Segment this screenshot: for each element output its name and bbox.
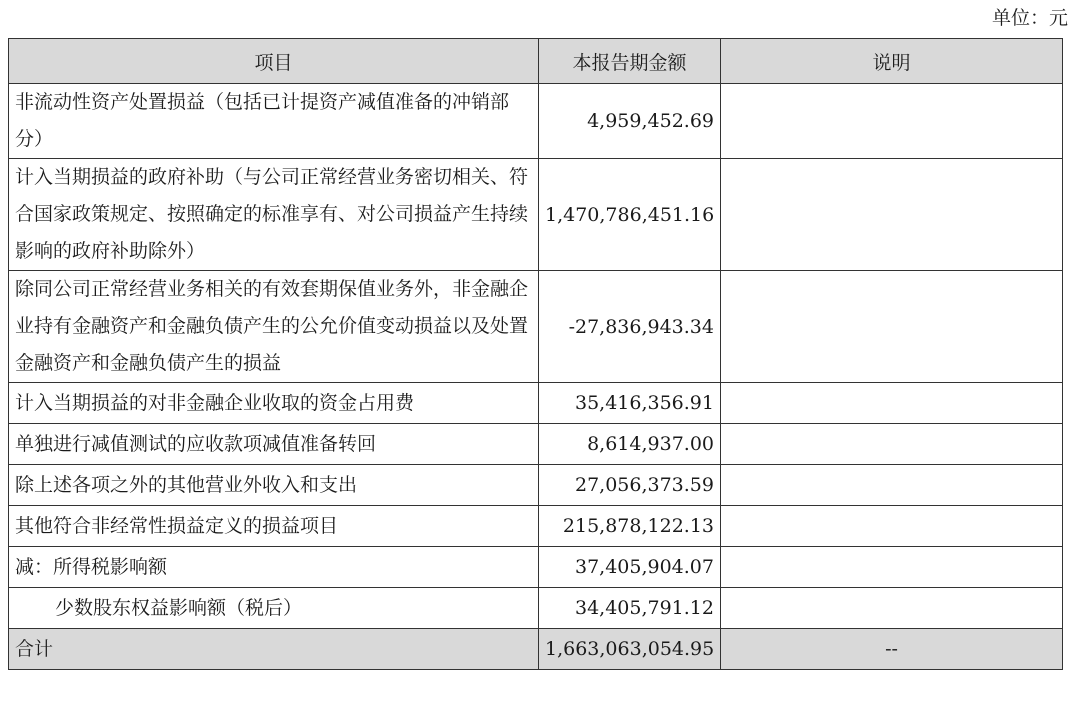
row-amount: -27,836,943.34 <box>539 271 721 383</box>
row-note <box>721 588 1063 629</box>
row-amount: 1,470,786,451.16 <box>539 159 721 271</box>
row-amount: 37,405,904.07 <box>539 547 721 588</box>
row-note <box>721 506 1063 547</box>
row-item-label: 除同公司正常经营业务相关的有效套期保值业务外，非金融企业持有金融资产和金融负债产生的公允价值变动损益以及处置金融资产和金融负债产生的损益 <box>9 271 539 383</box>
unit-label: 单位：元 <box>991 7 1068 29</box>
row-note <box>721 465 1063 506</box>
table-row <box>9 547 1063 588</box>
table-header-row <box>9 39 1063 84</box>
table-row <box>9 588 1063 629</box>
row-amount: 35,416,356.91 <box>539 383 721 424</box>
row-amount: 8,614,937.00 <box>539 424 721 465</box>
total-label: 合计 <box>9 629 539 670</box>
table-row <box>9 271 1063 383</box>
total-note: -- <box>721 629 1063 670</box>
header-note: 说明 <box>721 39 1063 84</box>
header-item: 项目 <box>9 39 539 84</box>
row-item-label: 计入当期损益的政府补助（与公司正常经营业务密切相关、符合国家政策规定、按照确定的标准享有、对公司损益产生持续影响的政府补助除外） <box>9 159 539 271</box>
row-note <box>721 547 1063 588</box>
row-note <box>721 84 1063 159</box>
table-row <box>9 465 1063 506</box>
row-item-label: 单独进行减值测试的应收款项减值准备转回 <box>9 424 539 465</box>
row-note <box>721 424 1063 465</box>
row-item-label: 减：所得税影响额 <box>9 547 539 588</box>
table-row <box>9 159 1063 271</box>
header-amount: 本报告期金额 <box>539 39 721 84</box>
row-item-label: 其他符合非经常性损益定义的损益项目 <box>9 506 539 547</box>
table-total-row <box>9 629 1063 670</box>
table-row <box>9 383 1063 424</box>
row-item-label: 计入当期损益的对非金融企业收取的资金占用费 <box>9 383 539 424</box>
non-recurring-gains-table <box>8 38 1063 670</box>
row-amount: 215,878,122.13 <box>539 506 721 547</box>
row-note <box>721 271 1063 383</box>
row-item-label: 除上述各项之外的其他营业外收入和支出 <box>9 465 539 506</box>
row-note <box>721 383 1063 424</box>
row-amount: 34,405,791.12 <box>539 588 721 629</box>
row-amount: 27,056,373.59 <box>539 465 721 506</box>
row-item-label: 非流动性资产处置损益（包括已计提资产减值准备的冲销部分） <box>9 84 539 159</box>
total-amount: 1,663,063,054.95 <box>539 629 721 670</box>
table-row <box>9 424 1063 465</box>
row-amount: 4,959,452.69 <box>539 84 721 159</box>
table-row <box>9 506 1063 547</box>
row-note <box>721 159 1063 271</box>
row-item-label: 少数股东权益影响额（税后） <box>9 588 539 629</box>
table-row <box>9 84 1063 159</box>
